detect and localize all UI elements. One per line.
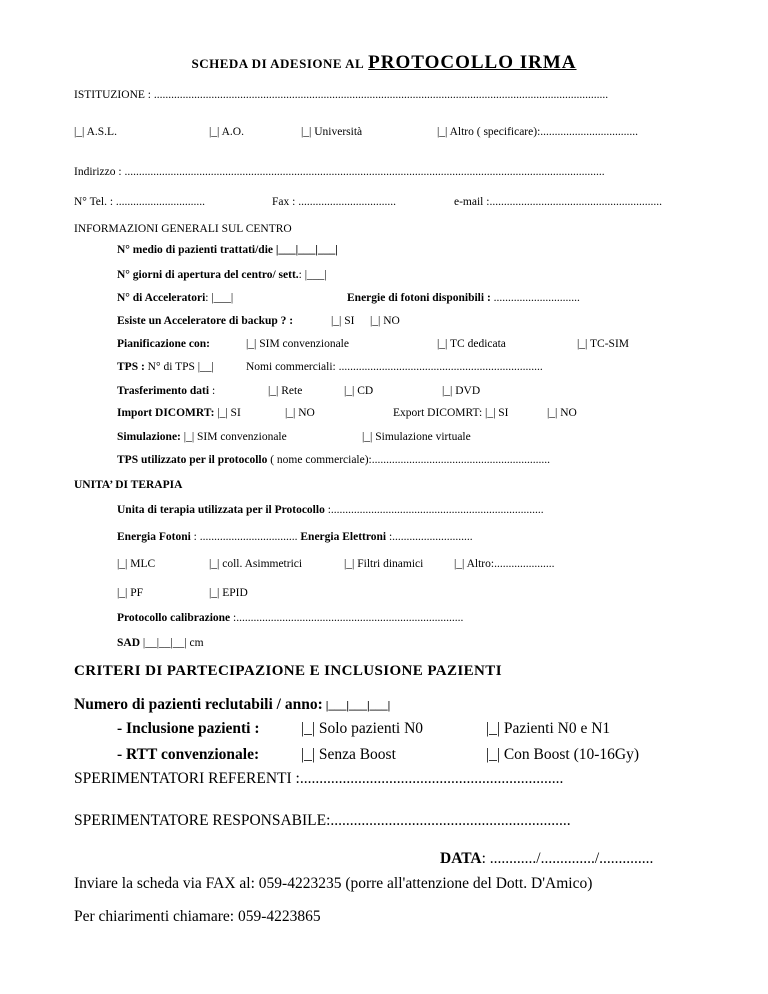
checkbox-pf[interactable]: |_| PF bbox=[117, 587, 144, 599]
giorni-box: : |___| bbox=[298, 269, 327, 281]
data-value: : ............/............../.............. bbox=[481, 850, 654, 867]
checkbox-coll-asimmetrici[interactable]: |_| coll. Asimmetrici bbox=[209, 558, 303, 570]
chiarimenti-phone: Per chiarimenti chiamare: 059-4223865 bbox=[74, 908, 321, 925]
acceleratori-label: N° di Acceleratori bbox=[117, 292, 206, 304]
checkbox-mlc[interactable]: |_| MLC bbox=[117, 558, 156, 570]
simulazione-label: Simulazione: bbox=[117, 431, 181, 443]
import-label: Import DICOMRT: bbox=[117, 407, 215, 419]
checkbox-export-no[interactable]: |_| NO bbox=[547, 407, 577, 419]
sperimentatori-referenti-field[interactable]: SPERIMENTATORI REFERENTI :.................................................................... bbox=[74, 770, 564, 787]
checkbox-cd[interactable]: |_| CD bbox=[344, 385, 374, 397]
energie-field[interactable] bbox=[347, 291, 580, 305]
tps-box: N° di TPS |__| bbox=[144, 361, 214, 373]
trasferimento-colon: : bbox=[209, 385, 216, 397]
calibrazione-field[interactable] bbox=[117, 611, 463, 625]
tps-protocollo-dots: ( nome commerciale):.............................................................. bbox=[267, 454, 551, 466]
energie-label: Energie di fotoni disponibili : bbox=[347, 292, 491, 304]
tps-protocollo-field[interactable] bbox=[117, 453, 550, 467]
email-field[interactable]: e-mail :............................................................ bbox=[454, 196, 662, 208]
checkbox-con-boost[interactable]: |_| Con Boost (10-16Gy) bbox=[486, 746, 640, 763]
form-title bbox=[0, 52, 768, 74]
checkbox-rete[interactable]: |_| Rete bbox=[268, 385, 303, 397]
data-label: DATA bbox=[440, 850, 482, 867]
tps-label: TPS : bbox=[117, 361, 145, 373]
energia-fotoni-label: Energia Fotoni bbox=[117, 531, 191, 543]
fax-instructions: Inviare la scheda via FAX al: 059-4223235 (porre all'attenzione del Dott. D'Amico) bbox=[74, 875, 593, 892]
checkbox-backup-no[interactable]: |_| NO bbox=[370, 315, 400, 327]
criteri-section-header: CRITERI DI PARTECIPAZIONE E INCLUSIONE PAZIENTI bbox=[74, 663, 502, 679]
checkbox-n0-n1[interactable]: |_| Pazienti N0 e N1 bbox=[486, 720, 611, 737]
checkbox-ao[interactable]: |_| A.O. bbox=[209, 126, 244, 138]
export-dicomrt-field[interactable]: Export DICOMRT: |_| SI bbox=[393, 407, 509, 419]
fax-field[interactable]: Fax : .................................. bbox=[272, 196, 396, 208]
checkbox-filtri-dinamici[interactable]: |_| Filtri dinamici bbox=[344, 558, 424, 570]
trasferimento-text: Trasferimento dati bbox=[117, 385, 210, 397]
sad-box: |__|__|__| cm bbox=[140, 637, 204, 649]
giorni-label: N° giorni di apertura del centro/ sett. bbox=[117, 269, 299, 281]
checkbox-tc-sim[interactable]: |_| TC-SIM bbox=[577, 338, 629, 350]
pianificazione-label: Pianificazione con: bbox=[117, 338, 210, 350]
checkbox-sim-convenzionale[interactable]: |_| SIM convenzionale bbox=[246, 338, 349, 350]
tps-count-field[interactable] bbox=[117, 360, 214, 374]
checkbox-asl[interactable]: |_| A.S.L. bbox=[74, 126, 117, 138]
energia-fotoni-field[interactable] bbox=[117, 530, 473, 544]
energia-elettroni-dots: :............................ bbox=[386, 531, 473, 543]
calibrazione-label: Protocollo calibrazione bbox=[117, 612, 231, 624]
unita-terapia-field[interactable] bbox=[117, 503, 544, 517]
checkbox-backup-si[interactable]: |_| SI bbox=[331, 315, 355, 327]
inclusione-label: - Inclusione pazienti : bbox=[117, 720, 260, 737]
checkbox-simulazione-virtuale[interactable]: |_| Simulazione virtuale bbox=[362, 431, 471, 443]
sad-field[interactable] bbox=[117, 636, 204, 650]
sperimentatore-responsabile-field[interactable]: SPERIMENTATORE RESPONSABILE:.............................................................. bbox=[74, 812, 571, 829]
checkbox-altro-unita[interactable]: |_| Altro:..................... bbox=[454, 558, 555, 570]
acceleratori-box: : |___| bbox=[205, 292, 234, 304]
checkbox-tc-dedicata[interactable]: |_| TC dedicata bbox=[437, 338, 506, 350]
import-dicomrt-field[interactable] bbox=[117, 406, 241, 420]
unita-terapia-label: Unita di terapia utilizzata per il Protocollo bbox=[117, 504, 325, 516]
info-section-header: INFORMAZIONI GENERALI SUL CENTRO bbox=[74, 223, 292, 235]
title-main: PROTOCOLLO IRMA bbox=[368, 52, 577, 73]
data-field[interactable] bbox=[440, 850, 653, 868]
unita-terapia-dots: :.......................................................................... bbox=[324, 504, 544, 516]
checkbox-universita[interactable]: |_| Università bbox=[301, 126, 363, 138]
indirizzo-field[interactable]: Indirizzo : ....................................................................................................................................................................... bbox=[74, 166, 605, 178]
checkbox-solo-n0[interactable]: |_| Solo pazienti N0 bbox=[301, 720, 424, 737]
checkbox-dvd[interactable]: |_| DVD bbox=[442, 385, 481, 397]
energia-fotoni-dots: : .................................. bbox=[190, 531, 298, 543]
tps-nomi-field[interactable]: Nomi commerciali: ....................................................................... bbox=[246, 361, 543, 373]
pazienti-reclutabili-field[interactable] bbox=[74, 696, 390, 714]
unita-section-header: UNITA’ DI TERAPIA bbox=[74, 479, 183, 491]
trasferimento-label bbox=[117, 384, 215, 398]
checkbox-sim-conv[interactable]: |_| SIM convenzionale bbox=[180, 431, 287, 443]
pazienti-reclutabili-label: Numero di pazienti reclutabili / anno: bbox=[74, 696, 323, 713]
calibrazione-dots: :............................................................................... bbox=[230, 612, 464, 624]
energia-elettroni-label: Energia Elettroni bbox=[300, 531, 387, 543]
backup-label: Esiste un Acceleratore di backup ? : bbox=[117, 315, 294, 327]
rtt-label: - RTT convenzionale: bbox=[117, 746, 260, 763]
giorni-apertura-field[interactable] bbox=[117, 268, 327, 282]
energie-dots: .............................. bbox=[490, 292, 580, 304]
checkbox-altro[interactable]: |_| Altro ( specificare):.................................. bbox=[437, 126, 639, 138]
sad-label: SAD bbox=[117, 637, 141, 649]
title-prefix: SCHEDA DI ADESIONE AL bbox=[191, 56, 365, 71]
checkbox-senza-boost[interactable]: |_| Senza Boost bbox=[301, 746, 396, 763]
acceleratori-field[interactable] bbox=[117, 291, 233, 305]
istituzione-field[interactable]: ISTITUZIONE : .............................................................................................................................................................. bbox=[74, 89, 609, 101]
pazienti-reclutabili-box: |___|___|___| bbox=[322, 698, 391, 712]
pazienti-die-field[interactable]: N° medio di pazienti trattati/die |___|___|___| bbox=[117, 244, 338, 256]
checkbox-import-no[interactable]: |_| NO bbox=[285, 407, 315, 419]
checkbox-epid[interactable]: |_| EPID bbox=[209, 587, 248, 599]
simulazione-field[interactable] bbox=[117, 430, 287, 444]
checkbox-import-si[interactable]: |_| SI bbox=[214, 407, 241, 419]
tel-field[interactable]: N° Tel. : ............................... bbox=[74, 196, 206, 208]
tps-protocollo-label: TPS utilizzato per il protocollo bbox=[117, 454, 268, 466]
